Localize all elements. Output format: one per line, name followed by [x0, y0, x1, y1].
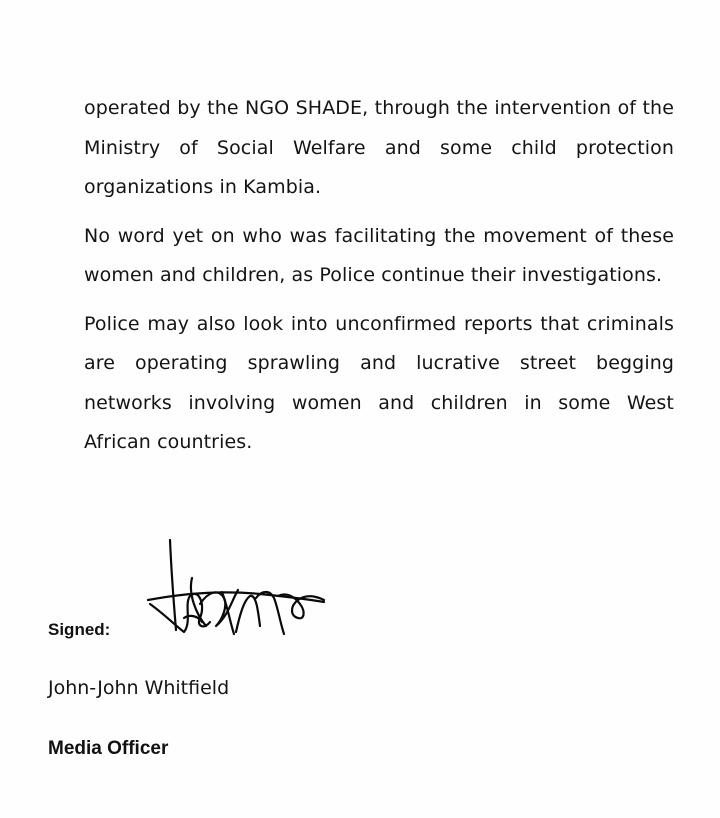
signed-label: Signed: [48, 620, 111, 639]
paragraph-1: operated by the NGO SHADE, through the intervention of the Ministry of Social Welfare and some child protection organizations in Kambia. [84, 97, 674, 198]
handwritten-signature-icon [140, 534, 330, 644]
paragraph-3: Police may also look into unconfirmed reports that criminals are operating sprawling and lucrative street begging networks involving women and children in some West African countries. [84, 312, 674, 453]
signer-name: John-John Whitfield [48, 677, 230, 699]
paragraph-2: No word yet on who was facilitating the movement of these women and children, as Police continue their investigations. [84, 224, 674, 286]
signer-title: Media Officer [48, 738, 169, 759]
document-body [84, 89, 674, 472]
